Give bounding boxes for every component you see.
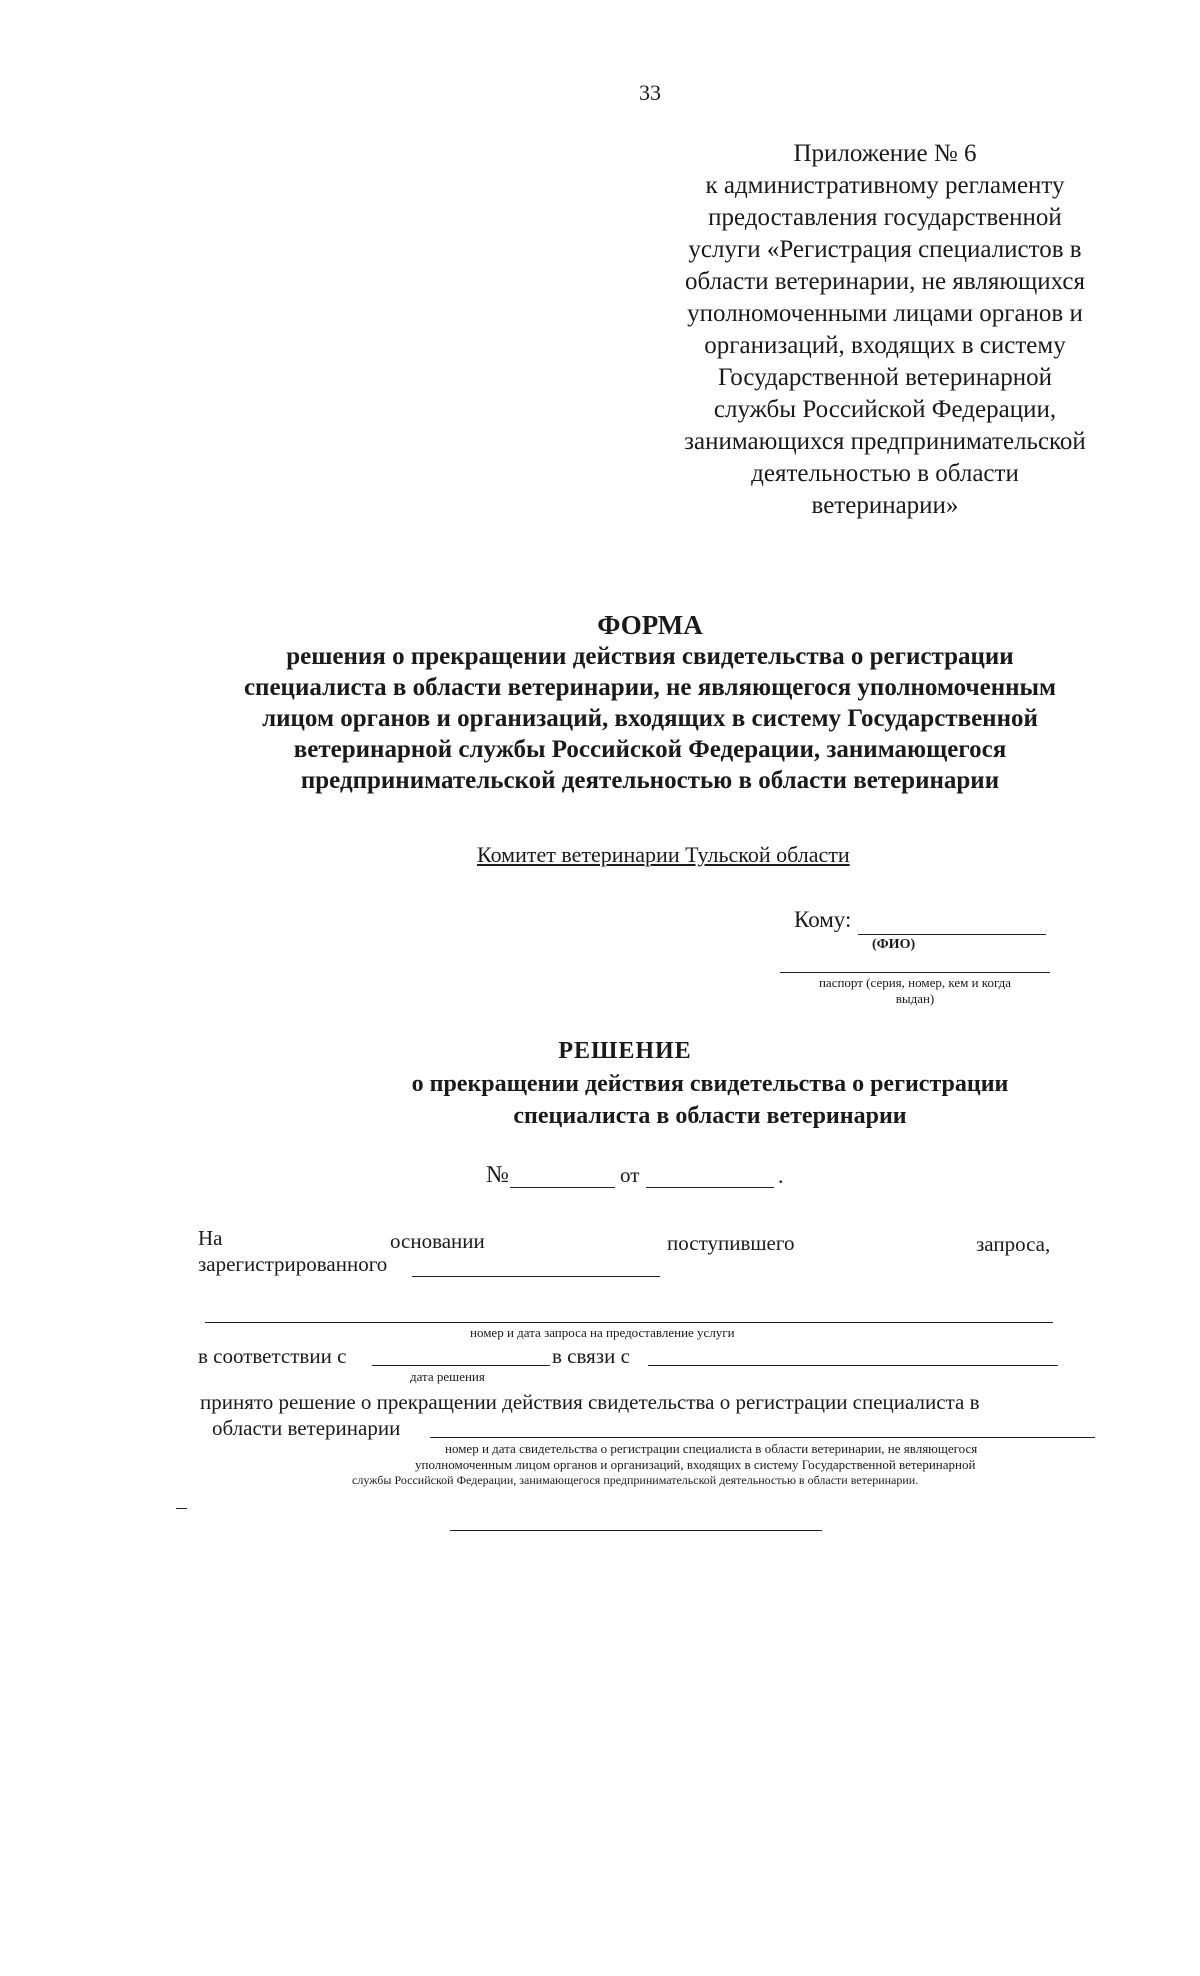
form-subtitle-line: лицом органов и организаций, входящих в систему Государственной xyxy=(262,705,1038,732)
appendix-line: уполномоченными лицами органов и xyxy=(687,300,1083,327)
date-end-dot: . xyxy=(778,1163,784,1188)
number-sign: № xyxy=(486,1162,509,1188)
word-osnovanii: основании xyxy=(390,1229,485,1253)
request-field-line xyxy=(205,1322,1053,1323)
passport-caption-line: паспорт (серия, номер, кем и когда xyxy=(818,975,1012,990)
word-na: На xyxy=(198,1226,223,1250)
decision-title: РЕШЕНИЕ xyxy=(558,1038,692,1064)
appendix-line: области ветеринарии, не являющихся xyxy=(684,268,1086,295)
request-caption: номер и дата запроса на предоставление услуги xyxy=(470,1325,735,1340)
appendix-line: организаций, входящих в систему xyxy=(704,332,1066,359)
number-field-line xyxy=(510,1187,615,1188)
signature-line xyxy=(450,1530,822,1531)
appendix-line: услуги «Регистрация специалистов в xyxy=(688,236,1082,263)
according-label: в соответствии с xyxy=(198,1344,347,1368)
date-from-label: от xyxy=(620,1163,640,1187)
decision-subtitle-line: специалиста в области ветеринарии xyxy=(513,1103,907,1129)
form-subtitle-line: ветеринарной службы Российской Федерации, занимающегося xyxy=(293,736,1007,763)
decision-subtitle-line: о прекращении действия свидетельства о регистрации xyxy=(411,1071,1009,1097)
word-zaprosa: запроса, xyxy=(976,1232,1051,1256)
certificate-caption-line: номер и дата свидетельства о регистрации специалиста в области ветеринарии, не являющегося xyxy=(445,1441,978,1456)
recipient-label: Кому: xyxy=(794,907,852,932)
appendix-line: ветеринарии» xyxy=(811,492,959,519)
appendix-line: деятельностью в области xyxy=(751,460,1019,487)
appendix-line: к административному регламенту xyxy=(705,172,1065,199)
margin-mark xyxy=(176,1508,187,1509)
form-heading xyxy=(150,610,1150,796)
word-postupivshego: поступившего xyxy=(667,1231,795,1255)
registered-label: зарегистрированного xyxy=(198,1252,388,1276)
due-to-label: в связи с xyxy=(552,1344,630,1368)
committee-name: Комитет ветеринарии Тульской области xyxy=(477,842,850,867)
passport-line xyxy=(780,972,1050,973)
appendix-line: занимающихся предпринимательской xyxy=(684,428,1086,455)
date-field-line xyxy=(646,1187,774,1188)
form-subtitle-line: предпринимательской деятельностью в области ветеринарии xyxy=(300,767,1000,794)
form-subtitle-line: решения о прекращении действия свидетельства о регистрации xyxy=(286,643,1014,670)
appendix-line: службы Российской Федерации, xyxy=(713,396,1057,423)
fio-caption: (ФИО) xyxy=(872,937,916,952)
decision-date-field-line xyxy=(372,1365,550,1366)
certificate-caption-line: уполномоченным лицом органов и организаций, входящих в систему Государственной ветеринарной xyxy=(415,1457,976,1472)
decision-date-caption: дата решения xyxy=(410,1369,485,1384)
passport-caption-line: выдан) xyxy=(895,991,935,1006)
certificate-caption-line: службы Российской Федерации, занимающегося предпринимательской деятельностью в области ветеринарии. xyxy=(352,1473,919,1487)
passport-caption xyxy=(780,975,1050,1007)
form-subtitle-line: специалиста в области ветеринарии, не являющегося уполномоченным xyxy=(243,674,1057,701)
appendix-header xyxy=(620,138,1150,522)
decision-text-line: принято решение о прекращении действия свидетельства о регистрации специалиста в xyxy=(200,1390,980,1414)
certificate-field-line xyxy=(430,1437,1095,1438)
reason-field-line xyxy=(648,1365,1058,1366)
decision-subtitle xyxy=(340,1068,1080,1132)
page-number: 33 xyxy=(639,80,661,105)
appendix-line: Государственной ветеринарной xyxy=(718,364,1052,391)
appendix-line: предоставления государственной xyxy=(708,204,1062,231)
recipient-fio-line xyxy=(858,934,1046,935)
form-title: ФОРМА xyxy=(597,610,703,640)
registered-field-line xyxy=(412,1276,660,1277)
appendix-line: Приложение № 6 xyxy=(793,140,977,167)
decision-text-line: области ветеринарии xyxy=(212,1416,401,1440)
